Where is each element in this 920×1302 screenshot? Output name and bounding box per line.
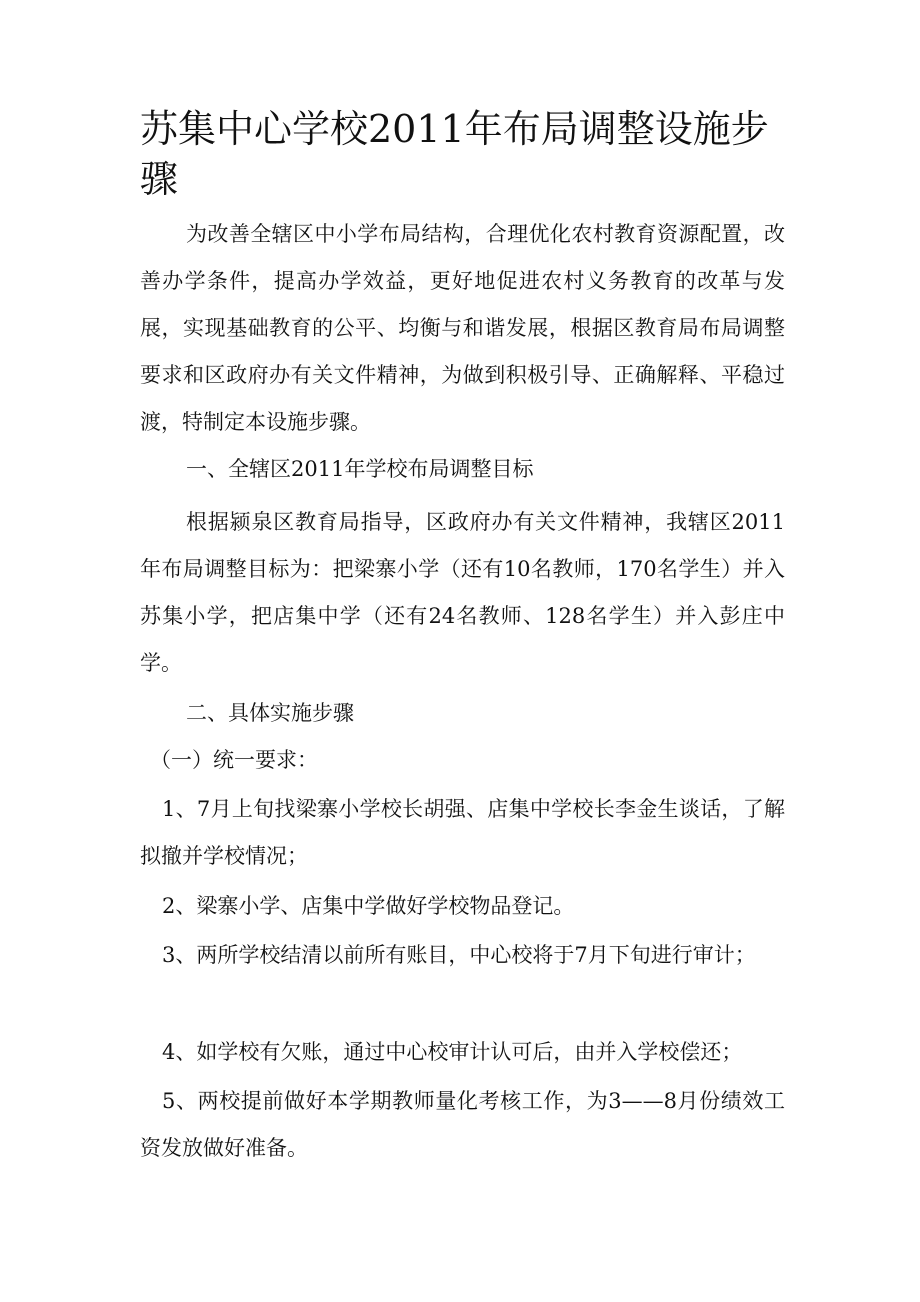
list-item: 3、两所学校结清以前所有账目，中心校将于7月下旬进行审计； (162, 943, 756, 967)
list-item: 2、梁寨小学、店集中学做好学校物品登记。 (162, 894, 575, 918)
list-item: 1、7月上旬找梁寨小学校长胡强、店集中学校长李金生谈话，了解拟撤并学校情况； (140, 797, 785, 868)
section1-body: 根据颍泉区教育局指导，区政府办有关文件精神，我辖区2011年布局调整目标为：把梁寨小学（还有10名教师，170名学生）并入苏集小学，把店集中学（还有24名教师、128名学生）并入彭庄中学。 (140, 510, 785, 675)
document-title: 苏集中心学校2011年布局调整设施步骤 (140, 107, 769, 201)
list-item: 4、如学校有欠账，通过中心校审计认可后，由并入学校偿还； (162, 1040, 743, 1064)
section2-heading: 二、具体实施步骤 (186, 701, 354, 725)
list-item: 5、两校提前做好本学期教师量化考核工作，为3——8月份绩效工资发放做好准备。 (140, 1089, 785, 1160)
intro-paragraph: 为改善全辖区中小学布局结构，合理优化农村教育资源配置，改善办学条件，提高办学效益，更好地促进农村义务教育的改革与发展，实现基础教育的公平、均衡与和谐发展，根据区教育局布局调整要求和区政府办有关文件精神，为做到积极引导、正确解释、平稳过渡，特制定本设施步骤。 (140, 222, 785, 434)
section1-heading: 一、全辖区2011年学校布局调整目标 (186, 457, 534, 481)
subsection1-heading: （一）统一要求： (150, 748, 318, 772)
